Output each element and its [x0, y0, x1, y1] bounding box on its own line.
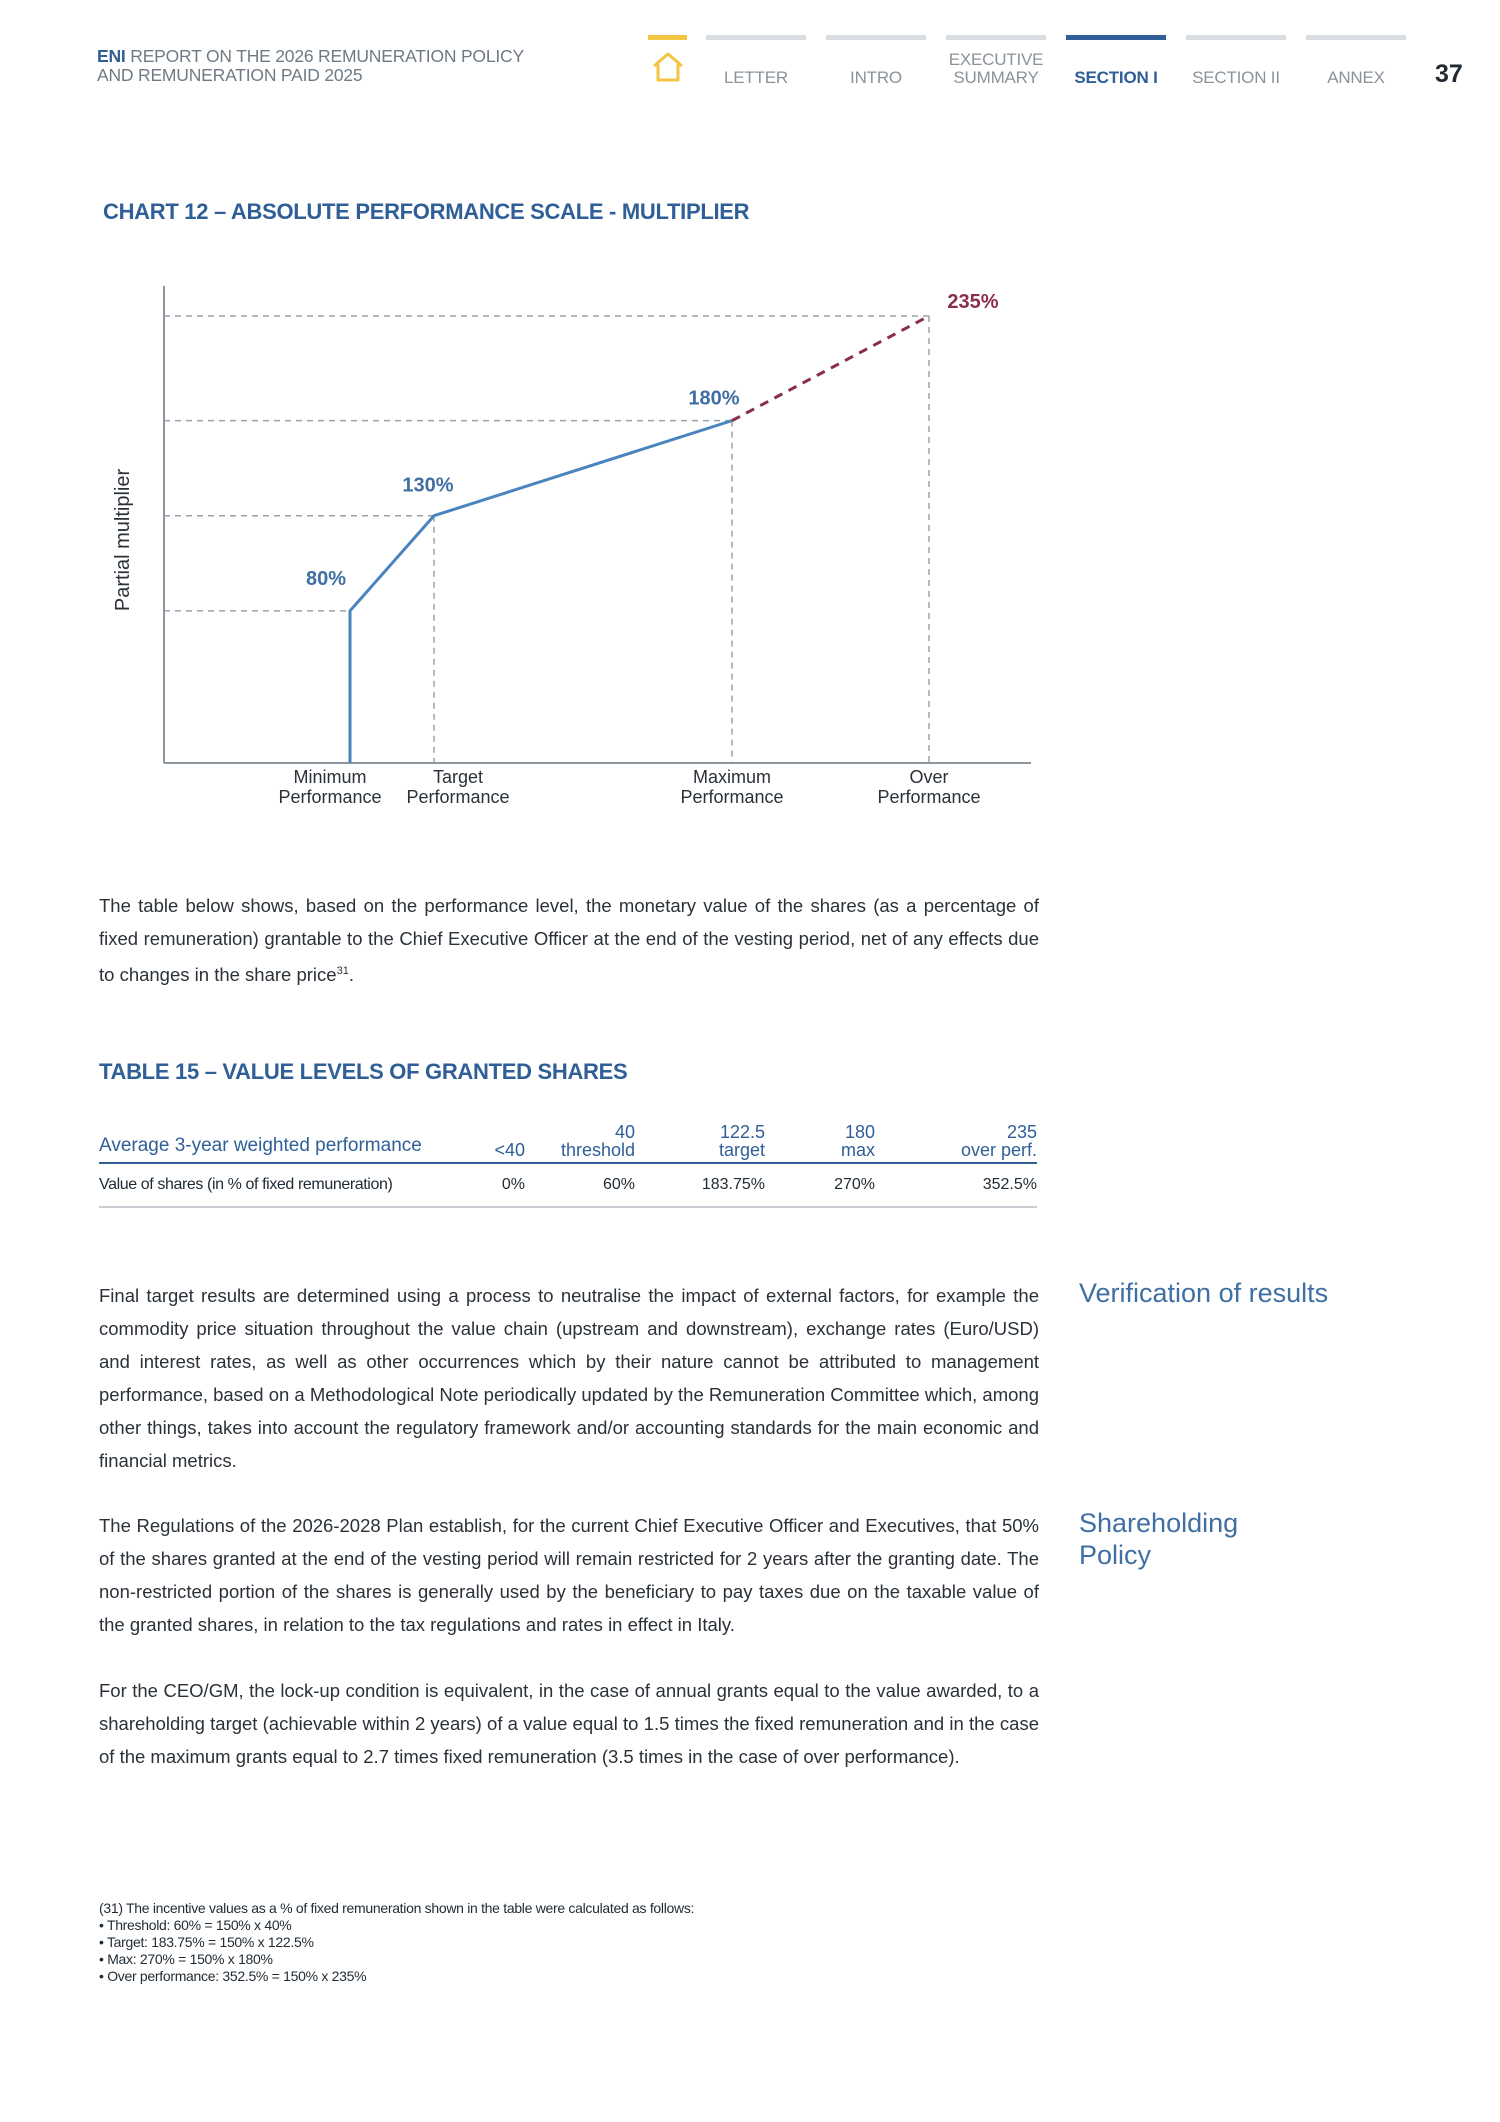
footnote-ref[interactable]: 31 [336, 965, 349, 977]
table-title: TABLE 15 – VALUE LEVELS OF GRANTED SHARES [99, 1059, 628, 1084]
data-label: 80% [305, 567, 347, 590]
shareholding-heading: Shareholding Policy [1079, 1508, 1239, 1570]
footnote-intro: (31) The incentive values as a % of fixed remuneration shown in the table were calculated as follows: [99, 1900, 695, 1916]
tab-annex[interactable]: ANNEX [1306, 35, 1406, 95]
table-cell: 352.5% [982, 1176, 1037, 1193]
shareholding-paragraph-1: The Regulations of the 2026-2028 Plan establish, for the current Chief Executive Officer and Executives, that 50% of the shares granted at the end of the vesting period will remain restricted for 2 years after the granting date. The non-restricted portion of the shares is generally used by the beneficiary to pay taxes due on the taxable value of the granted shares, in relation to the tax regulations and rates in effect in Italy. [99, 1515, 1039, 1635]
brand-name: ENI [97, 46, 126, 66]
footnote-item: • Max: 270% = 150% x 180% [99, 1951, 273, 1967]
title-line-2: AND REMUNERATION PAID 2025 [97, 65, 363, 85]
table-header-cell: 235 over perf. [960, 1122, 1037, 1160]
home-icon[interactable] [650, 50, 686, 84]
title-line-1: REPORT ON THE 2026 REMUNERATION POLICY [130, 46, 524, 66]
footnote-item: • Over performance: 352.5% = 150% x 235% [99, 1968, 367, 1984]
intro-paragraph: The table below shows, based on the performance level, the monetary value of the shares (as a percentage of fixed remuneration) grantable to the Chief Executive Officer at the end of the vesting period, net of any effects due to changes in the share price$^{31}$. [99, 895, 1039, 986]
document-title [97, 47, 524, 85]
table-header-cell: 40 threshold [560, 1122, 635, 1160]
x-tick-label: Minimum Performance [278, 767, 382, 807]
page-number: 37 [1435, 60, 1463, 88]
footnote [99, 1900, 694, 1985]
tab-section-ii[interactable]: SECTION II [1186, 35, 1286, 95]
verification-paragraph: Final target results are determined using a process to neutralise the impact of external factors, for example the commodity price situation throughout the value chain (upstream and downstream), exchange rates (Euro/USD) and interest rates, as well as other occurrences which by their nature cannot be attributed to management performance, based on a Methodological Note periodically updated by the Remuneration Committee which, among other things, takes into account the regulatory framework and/or accounting standards for the main economic and financial metrics. [99, 1285, 1039, 1471]
tab-letter[interactable]: LETTER [706, 35, 806, 95]
table-header-row [99, 1118, 1037, 1164]
verification-heading: Verification of results [1079, 1278, 1329, 1308]
tab-section-i[interactable]: SECTION I [1066, 35, 1166, 95]
table-header-cell: <40 [494, 1140, 525, 1160]
table-cell: 0% [501, 1176, 525, 1193]
multiplier-line [350, 421, 732, 763]
data-label: 130% [402, 474, 454, 497]
table-row-label: Value of shares (in % of fixed remuneration) [99, 1176, 393, 1193]
over-performance-line [732, 316, 929, 421]
x-tick-label: Maximum Performance [680, 767, 784, 807]
table-header-cell: 122.5 target [718, 1122, 765, 1160]
value-levels-table [99, 1118, 1037, 1208]
home-tab-indicator [648, 35, 687, 40]
performance-multiplier-chart [100, 270, 1060, 830]
table-header-cell: 180 max [840, 1122, 875, 1160]
tab-intro[interactable]: INTRO [826, 35, 926, 95]
x-tick-label: Over Performance [877, 767, 981, 807]
table-header-label: Average 3-year weighted performance [99, 1135, 422, 1156]
table-cell: 270% [834, 1176, 875, 1193]
data-label: 180% [688, 387, 740, 410]
table-cell: 183.75% [701, 1176, 765, 1193]
table-row [99, 1164, 1037, 1208]
chart-title: CHART 12 – ABSOLUTE PERFORMANCE SCALE - MULTIPLIER [103, 199, 750, 224]
table-cell: 60% [602, 1176, 635, 1193]
x-tick-label: Target Performance [406, 767, 510, 807]
footnote-item: • Threshold: 60% = 150% x 40% [99, 1917, 292, 1933]
footnote-item: • Target: 183.75% = 150% x 122.5% [99, 1934, 314, 1950]
shareholding-paragraph-2: For the CEO/GM, the lock-up condition is equivalent, in the case of annual grants equal to the value awarded, to a shareholding target (achievable within 2 years) of a value equal to 1.5 times the fixed remuneration and in the case of the maximum grants equal to 2.7 times fixed remuneration (3.5 times in the case of over performance). [99, 1680, 1039, 1767]
tab-executive-summary[interactable]: EXECUTIVE SUMMARY [946, 35, 1046, 95]
y-axis-label: Partial multiplier [112, 468, 134, 612]
data-label: 235% [947, 291, 999, 313]
